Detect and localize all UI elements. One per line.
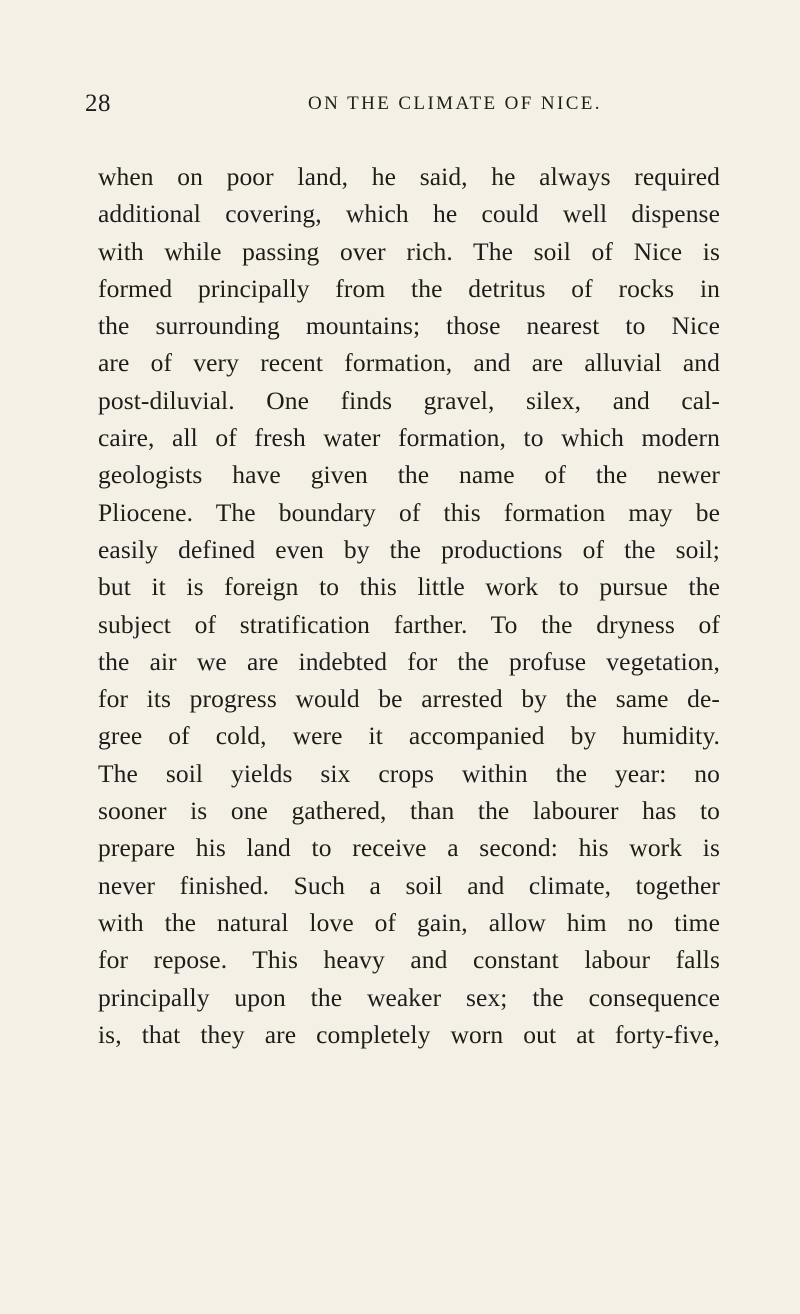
text-line: formed principally from the detritus of rocks in (98, 273, 720, 303)
text-line: caire, all of fresh water formation, to which modern (98, 423, 720, 453)
text-line: with the natural love of gain, allow him no time (98, 907, 720, 937)
body-text (98, 158, 720, 1053)
text-line: subject of stratification farther. To the dryness of (98, 609, 720, 639)
text-line: Pliocene. The boundary of this formation may be (98, 497, 720, 527)
text-line: for its progress would be arrested by the same de- (98, 684, 720, 714)
page-number: 28 (85, 90, 111, 117)
text-line: sooner is one gathered, than the labourer has to (98, 796, 720, 826)
text-line: principally upon the weaker sex; the consequence (98, 982, 720, 1012)
running-title: ON THE CLIMATE OF NICE. (308, 93, 602, 114)
running-head (85, 88, 735, 120)
text-line: is, that they are completely worn out at forty-five, (98, 1019, 720, 1049)
text-line: with while passing over rich. The soil of Nice is (98, 236, 720, 266)
text-line: when on poor land, he said, he always required (98, 162, 720, 191)
text-line: are of very recent formation, and are alluvial and (98, 348, 720, 378)
text-line: but it is foreign to this little work to pursue the (98, 572, 720, 602)
text-line: additional covering, which he could well dispense (98, 199, 720, 229)
text-line: never finished. Such a soil and climate, together (98, 870, 720, 900)
text-line: the surrounding mountains; those nearest to Nice (98, 311, 720, 341)
text-line: for repose. This heavy and constant labour falls (98, 945, 720, 975)
text-line: geologists have given the name of the newer (98, 460, 720, 490)
text-line: easily defined even by the productions of the soil; (98, 534, 720, 564)
text-line: post-diluvial. One finds gravel, silex, and cal- (98, 385, 720, 415)
text-line: gree of cold, were it accompanied by humidity. (98, 721, 720, 751)
text-line: prepare his land to receive a second: his work is (98, 833, 720, 863)
text-line: the air we are indebted for the profuse vegetation, (98, 646, 720, 676)
text-line: The soil yields six crops within the year: no (98, 758, 720, 788)
